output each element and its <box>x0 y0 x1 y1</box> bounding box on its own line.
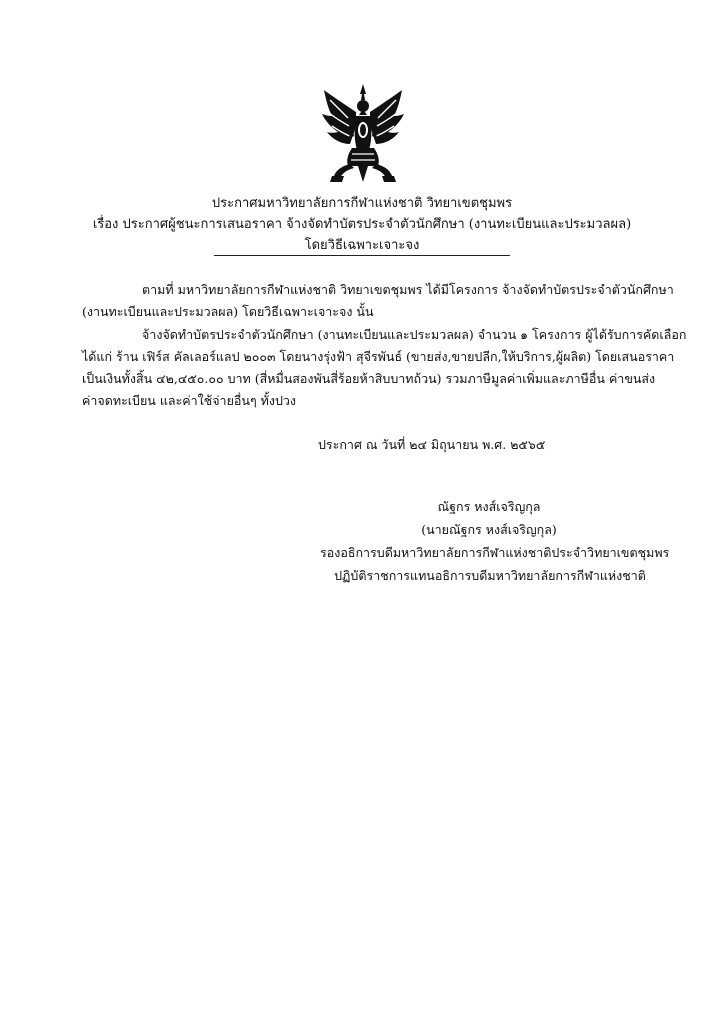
announcement-date: ประกาศ ณ วันที่ ๒๔ มิถุนายน พ.ศ. ๒๕๖๕ <box>318 437 546 452</box>
paragraph-2-line-2: ได้แก่ ร้าน เฟิร์ส คัลเลอร์แลป ๒๐๐๓ โดยนางรุ่งฟ้า สุจีรพันธ์ (ขายส่ง,ขายปลีก,ให้บริการ,ผู้ผลิต) โดยเสนอราคา <box>82 349 675 364</box>
signer-acting-position: ปฏิบัติราชการแทนอธิการบดีมหาวิทยาลัยการกีฬาแห่งชาติ <box>334 568 646 583</box>
document-title: ประกาศมหาวิทยาลัยการกีฬาแห่งชาติ วิทยาเขตชุมพร <box>211 196 513 211</box>
paragraph-2-line-4: ค่าจดทะเบียน และค่าใช้จ่ายอื่นๆ ทั้งปวง <box>82 393 297 408</box>
paragraph-2-line-3: เป็นเงินทั้งสิ้น ๔๒,๔๕๐.๐๐ บาท (สี่หมื่นสองพันสี่ร้อยห้าสิบบาทถ้วน) รวมภาษีมูลค่าเพิ่มและภาษีอื่น ค่าขนส่ง <box>82 371 656 386</box>
header-divider <box>214 255 510 256</box>
garuda-emblem-icon <box>318 82 408 186</box>
paragraph-1-line-2: (งานทะเบียนและประมวลผล) โดยวิธีเฉพาะเจาะจง นั้น <box>82 304 374 319</box>
signer-signature: ณัฐกร หงส์เจริญกุล <box>437 499 541 514</box>
procurement-method: โดยวิธีเฉพาะเจาะจง <box>304 238 420 253</box>
paragraph-2-line-1: จ้างจัดทำบัตรประจำตัวนักศึกษา (งานทะเบียนและประมวลผล) จำนวน ๑ โครงการ ผู้ได้รับการคัดเลือก <box>142 327 687 342</box>
signer-full-name: (นายณัฐกร หงส์เจริญกุล) <box>421 522 557 537</box>
document-subject: เรื่อง ประกาศผู้ชนะการเสนอราคา จ้างจัดทำบัตรประจำตัวนักศึกษา (งานทะเบียนและประมวลผล) <box>92 217 632 232</box>
signer-position: รองอธิการบดีมหาวิทยาลัยการกีฬาแห่งชาติประจำวิทยาเขตชุมพร <box>320 545 670 560</box>
paragraph-1-line-1: ตามที่ มหาวิทยาลัยการกีฬาแห่งชาติ วิทยาเขตชุมพร ได้มีโครงการ จ้างจัดทำบัตรประจำตัวนักศึกษา <box>142 282 674 297</box>
